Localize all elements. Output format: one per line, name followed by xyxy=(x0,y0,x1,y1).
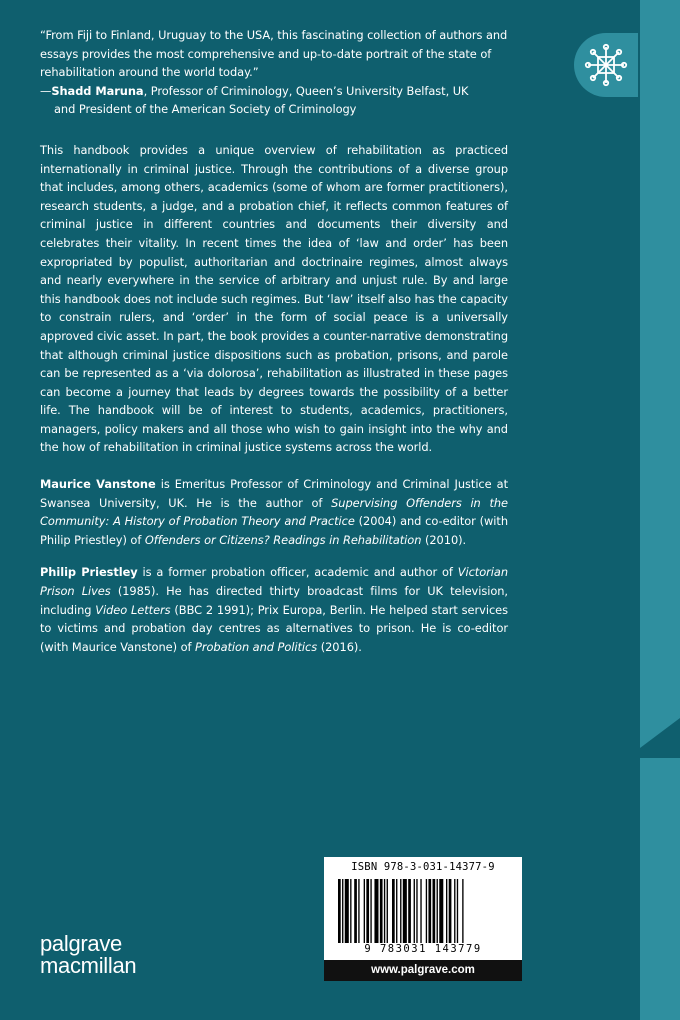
barcode-digits: 9 783031 143779 xyxy=(364,943,482,955)
attribution-dash: — xyxy=(40,83,52,98)
bio-text: (BBC 2 1991); Prix Europa, Berlin. He helped start services to victims and probation day centres as alternatives to prison. He is co-editor (with Maurice Vanstone) of xyxy=(40,602,509,654)
publisher-name-line2: macmillan xyxy=(40,953,137,978)
publisher-name-line1: palgrave xyxy=(40,931,122,956)
bio-text: (2010). xyxy=(421,532,467,547)
series-logo-badge xyxy=(574,33,638,97)
network-node-icon xyxy=(584,43,628,87)
book-title: Supervising Offenders in the Community: A History of Probation Theory and Practice xyxy=(40,495,509,529)
endorsement-attribution xyxy=(40,82,508,119)
back-cover-text xyxy=(40,26,508,656)
publisher-logo xyxy=(40,933,136,977)
author-bio-priestley xyxy=(40,563,508,656)
bio-text: is Emeritus Professor of Criminology and Criminal Justice at Swansea University, UK. He is the author of xyxy=(40,477,508,510)
endorser-affiliation: , Professor of Criminology, Queen’s University Belfast, UK xyxy=(143,83,469,98)
author-name-vanstone: Maurice Vanstone xyxy=(40,477,156,492)
barcode-bars xyxy=(338,879,508,945)
book-title: Victorian Prison Lives xyxy=(40,565,508,599)
bio-text: (1985). He has directed thirty broadcast films for UK television, including xyxy=(40,584,508,617)
isbn-label: ISBN 978-3-031-14377-9 xyxy=(351,861,495,873)
book-title: Offenders or Citizens? Readings in Rehabilitation xyxy=(144,532,422,547)
book-title: Probation and Politics xyxy=(195,639,318,654)
endorsement-quote: “From Fiji to Finland, Uruguay to the USA, this fascinating collection of authors and essays provides the most comprehensive and up-to-date portrait of the state of rehabilitation around the world today.” xyxy=(40,28,508,80)
author-bio-vanstone xyxy=(40,475,508,549)
author-name-priestley: Philip Priestley xyxy=(40,565,138,580)
endorser-name: Shadd Maruna xyxy=(51,83,144,98)
bio-text: (2016). xyxy=(317,639,362,654)
bio-text: (2004) and co-editor (with Philip Priestley) of xyxy=(40,514,508,547)
book-description: This handbook provides a unique overview of rehabilitation as practiced internationally in criminal justice. Through the contributions of a diverse group that includes, among others, academics (some of whom are former practitioners), research students, a judge, and a probation chief, it reflects common features of criminal justice in different countries and documents their diversity and celebrates their vitality. In recent times the idea of ‘law and order’ has been expropriated by populist, authoritarian and doctrinaire regimes, almost always and nearly everywhere in the service of arbitrary and unjust rule. By and large this handbook does not include such regimes. But ‘law’ itself also has the capacity to constrain rulers, and ‘order’ in the form of social peace is a universally approved civic asset. In part, the book provides a counter-narrative demonstrating that although criminal justice dispositions such as probation, prisons, and parole can be represented as a ‘via dolorosa’, rehabilitation as illustrated in these pages can become a journey that leads by degrees towards the possibility of a better life. The handbook will be of interest to students, academics, practitioners, managers, policy makers and all those who wish to gain insight into the why and the how of rehabilitation in criminal justice systems across the world. xyxy=(40,142,508,455)
endorser-affiliation-2: and President of the American Society of Criminology xyxy=(54,102,357,117)
publisher-url: www.palgrave.com xyxy=(324,960,522,981)
barcode-box xyxy=(324,857,522,981)
right-edge-stripe xyxy=(640,0,680,1020)
bio-text: is a former probation officer, academic and author of xyxy=(137,565,458,580)
book-title: Video Letters xyxy=(95,602,171,617)
